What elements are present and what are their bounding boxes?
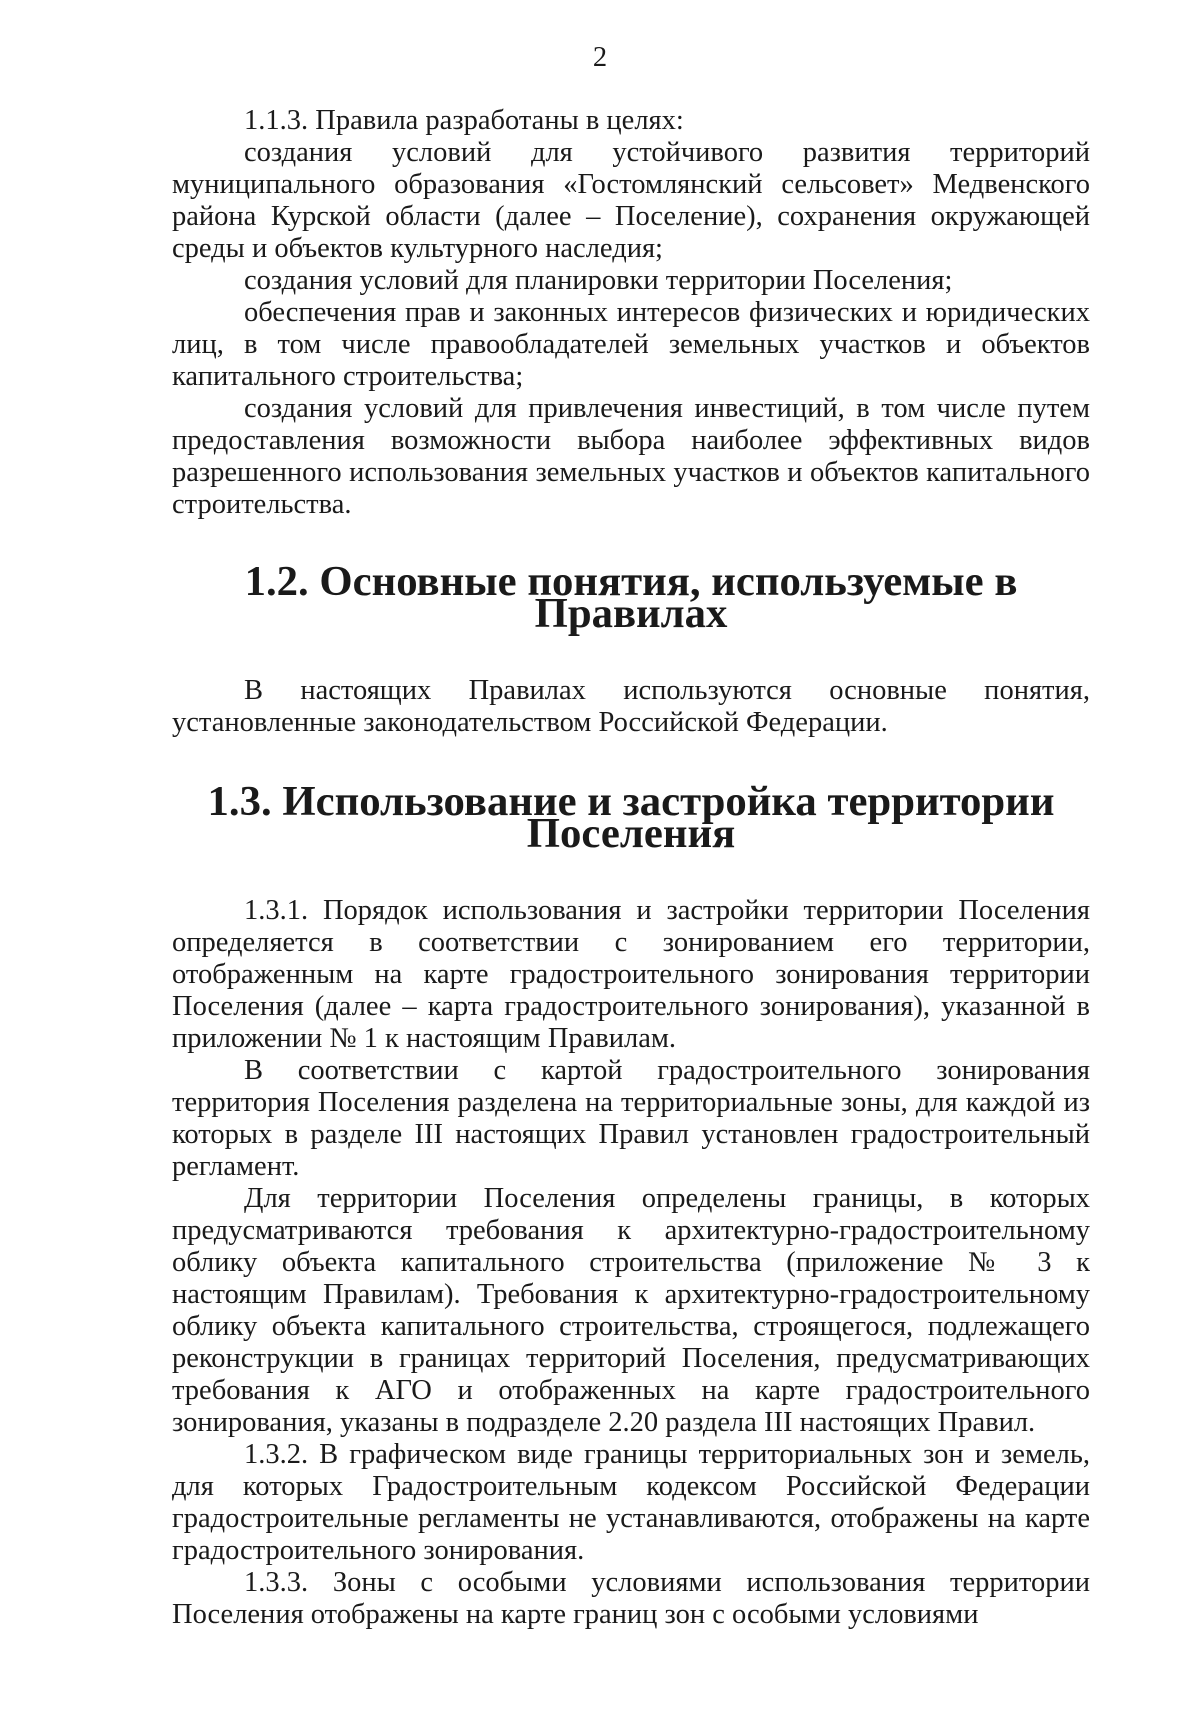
paragraph-goal-investments: создания условий для привлечения инвестиций, в том числе путем предоставления возможности выбора наиболее эффективных видов разрешенного использования земельных участков и объектов капитального строительства. bbox=[172, 393, 1090, 520]
page-content bbox=[172, 105, 1090, 1631]
paragraph-goal-rights: обеспечения прав и законных интересов физических и юридических лиц, в том числе правообладателей земельных участков и объектов капитального строительства; bbox=[172, 297, 1090, 392]
paragraph-1-3-3: 1.3.3. Зоны с особыми условиями использования территории Поселения отображены на карте границ зон с особыми условиями bbox=[172, 1567, 1090, 1630]
paragraph-1-3-1: 1.3.1. Порядок использования и застройки территории Поселения определяется в соответствии с зонированием его территории, отображенным на карте градостроительного зонирования территории Поселения (далее – карта градостроительного зонирования), указанной в приложении № 1 к настоящим Правилам. bbox=[172, 895, 1090, 1054]
paragraph-basic-concepts: В настоящих Правилах используются основные понятия, установленные законодательством Российской Федерации. bbox=[172, 675, 1090, 738]
paragraph-goal-sustainable-development: создания условий для устойчивого развития территорий муниципального образования «Гостомлянский сельсовет» Медвенского района Курской области (далее – Поселение), сохранения окружающей среды и объектов культурного наследия; bbox=[172, 137, 1090, 264]
paragraph-1-1-3-intro: 1.1.3. Правила разработаны в целях: bbox=[244, 105, 684, 136]
paragraph-zoning-map: В соответствии с картой градостроительного зонирования территория Поселения разделена на территориальные зоны, для каждой из которых в разделе III настоящих Правил установлен градостроительный регламент. bbox=[172, 1055, 1090, 1182]
paragraph-1-3-2: 1.3.2. В графическом виде границы территориальных зон и земель, для которых Градостроительным кодексом Российской Федерации градостроительные регламенты не устанавливаются, отображены на карте градостроительного зонирования. bbox=[172, 1439, 1090, 1566]
section-heading-1-3: 1.3. Использование и застройка территории Поселения bbox=[207, 778, 1055, 857]
section-heading-1-2: 1.2. Основные понятия, используемые в Правилах bbox=[244, 558, 1018, 637]
paragraph-ago-requirements: Для территории Поселения определены границы, в которых предусматриваются требования к архитектурно-градостроительному облику объекта капитального строительства (приложение № 3 к настоящим Правилам). Требования к архитектурно-градостроительному облику объекта капитального строительства, строящегося, подлежащего реконструкции в границах территорий Поселения, предусматривающих требования к АГО и отображенных на карте градостроительного зонирования, указаны в подразделе 2.20 раздела III настоящих Правил. bbox=[172, 1183, 1090, 1438]
paragraph-goal-planning: создания условий для планировки территории Поселения; bbox=[244, 265, 953, 296]
page-number: 2 bbox=[592, 42, 608, 73]
